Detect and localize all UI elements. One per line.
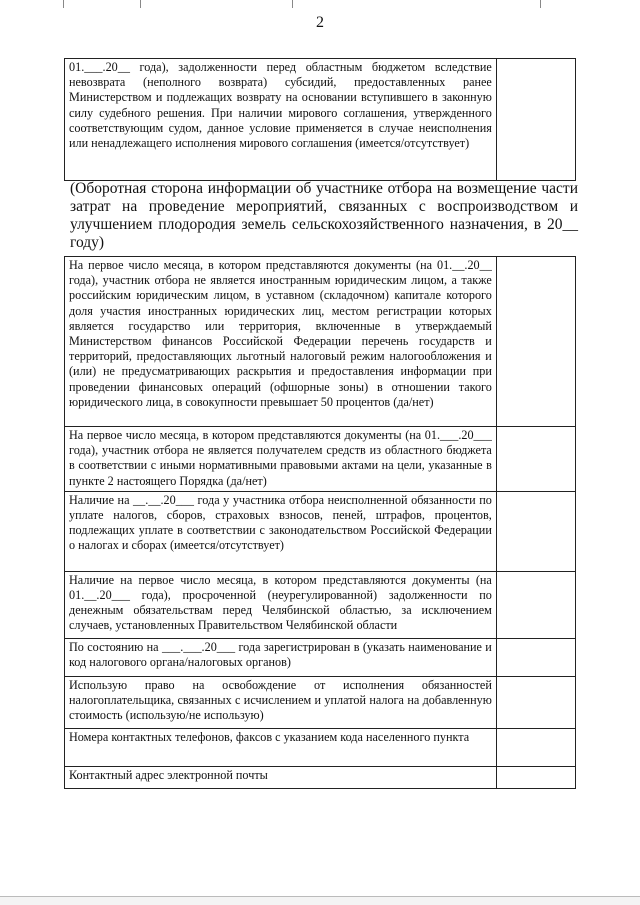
participant-info-table (64, 256, 576, 789)
scan-edge-marks (0, 0, 640, 10)
table-row (65, 59, 576, 181)
row-value-cell[interactable] (496, 728, 575, 766)
table-row (65, 491, 576, 571)
section-heading: (Оборотная сторона информации об участнике отбора на возмещение части затрат на проведение мероприятий, связанных с воспроизводством и улучшением плодородия земель сельскохозяйственного назначения, в 20__ году) (70, 180, 578, 251)
row-value-cell[interactable] (496, 257, 575, 427)
page-number: 2 (316, 14, 324, 31)
row-label: Наличие на __.__.20___ года у участника отбора неисполненной обязанности по уплате налогов, сборов, страховых взносов, пеней, штрафов, процентов, подлежащих уплате в соответствии с законодательством Российской Федерации о налогах и сборах (имеется/отсутствует) (65, 491, 497, 571)
row-label: Контактный адрес электронной почты (65, 766, 497, 788)
row-label: На первое число месяца, в котором представляются документы (на 01.__.20__ года), участник отбора не является иностранным юридическим лицом, а также российским юридическим лицом, в уставном (складочном) капитале которого доля участия иностранных юридических лиц, местом регистрации которых является государство или территория, включенные в утверждаемый Министерством финансов Российской Федерации перечень государств и территорий, предоставляющих льготный налоговый режим налогообложения и (или) не предусматривающих раскрытия и предоставления информации при проведении финансовых операций (офшорные зоны) в отношении такого юридического лица, в совокупности превышает 50 процентов (да/нет) (65, 257, 497, 427)
row-label: Номера контактных телефонов, факсов с указанием кода населенного пункта (65, 728, 497, 766)
scan-bottom-edge (0, 896, 640, 905)
row-value-cell[interactable] (496, 676, 575, 728)
top-info-table (64, 58, 576, 181)
row-label: Наличие на первое число месяца, в котором представляются документы (на 01.__.20___ года), просроченной (неурегулированной) задолженности по денежным обязательствам перед Челябинской областью, за исключением случаев, установленных Правительством Челябинской области (65, 571, 497, 638)
table-row (65, 638, 576, 676)
table-row (65, 257, 576, 427)
row-label: На первое число месяца, в котором представляются документы (на 01.___.20___ года), участник отбора не является получателем средств из областного бюджета в соответствии с иными нормативными правовыми актами на цели, указанные в пункте 2 настоящего Порядка (да/нет) (65, 427, 497, 492)
row-value-cell[interactable] (496, 491, 575, 571)
table-row (65, 571, 576, 638)
row-label: По состоянию на ___.___.20___ года зарегистрирован в (указать наименование и код налогового органа/налоговых органов) (65, 638, 497, 676)
table-row (65, 676, 576, 728)
table-row (65, 427, 576, 492)
table-row (65, 766, 576, 788)
row-value-cell[interactable] (496, 766, 575, 788)
row-value-cell[interactable] (496, 59, 575, 181)
row-label: Использую право на освобождение от исполнения обязанностей налогоплательщика, связанных с исчислением и уплатой налога на добавленную стоимость (использую/не использую) (65, 676, 497, 728)
table-row (65, 728, 576, 766)
row-value-cell[interactable] (496, 427, 575, 492)
row-value-cell[interactable] (496, 571, 575, 638)
row-value-cell[interactable] (496, 638, 575, 676)
row-label: 01.___.20__ года), задолженности перед областным бюджетом вследствие невозврата (неполного возврата) субсидий, предоставленных ранее Министерством и подлежащих возврату на основании вступившего в законную силу судебного решения. При наличии мирового соглашения, утвержденного соответствующим судом, данное условие применяется в случае неисполнения или ненадлежащего исполнения мирового соглашения (имеется/отсутствует) (65, 59, 497, 181)
